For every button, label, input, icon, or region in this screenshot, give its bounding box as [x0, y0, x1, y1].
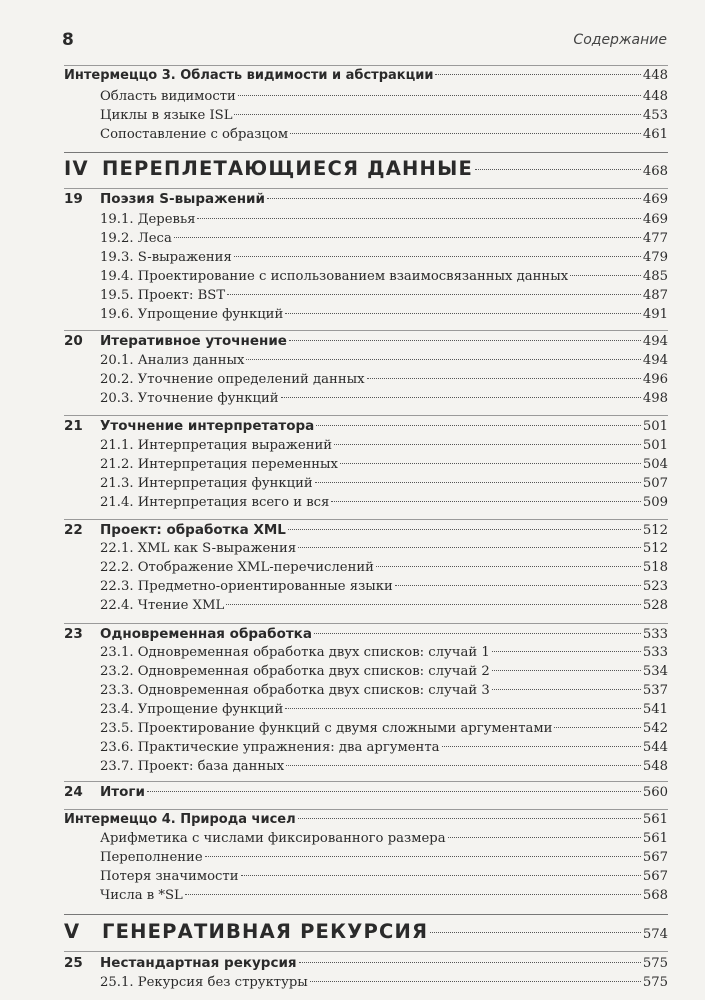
section-rule [64, 65, 668, 66]
toc-entry[interactable] [100, 888, 668, 907]
dot-leader [475, 169, 641, 170]
entry-title: 22.2. Отображение XML-перечислений [100, 560, 374, 575]
entry-page: 469 [642, 212, 668, 227]
toc-chapter-19[interactable] [64, 191, 668, 211]
toc-entry[interactable] [100, 645, 668, 664]
entry-title: 23.4. Упрощение функций [100, 702, 284, 717]
toc-entry[interactable] [100, 740, 668, 759]
entry-page: 567 [642, 869, 668, 884]
part-rule [64, 914, 668, 915]
entry-title: 23.2. Одновременная обработка двух списков: случай 2 [100, 664, 490, 679]
entry-page: 544 [642, 740, 668, 755]
entry-page: 512 [642, 523, 668, 538]
entry-page: 448 [642, 68, 668, 83]
dot-leader [340, 463, 641, 464]
toc-entry[interactable] [100, 975, 668, 994]
entry-title: Уточнение интерпретатора [100, 418, 315, 434]
dot-leader [442, 746, 641, 747]
entry-page: 461 [642, 127, 668, 142]
entry-title: 20.3. Уточнение функций [100, 391, 279, 406]
dot-leader [205, 856, 641, 857]
entry-page: 548 [642, 759, 668, 774]
toc-entry[interactable] [100, 353, 668, 372]
entry-page: 575 [642, 956, 668, 971]
entry-page: 501 [642, 438, 668, 453]
toc-entry[interactable] [100, 108, 668, 127]
chapter-rule [64, 415, 668, 416]
dot-leader [285, 313, 641, 314]
entry-title: Числа в *SL [100, 888, 183, 903]
toc-entry[interactable] [100, 560, 668, 579]
entry-title: ПЕРЕПЛЕТАЮЩИЕСЯ ДАННЫЕ [102, 157, 474, 180]
toc-chapter-23[interactable] [64, 626, 668, 646]
entry-page: 512 [642, 541, 668, 556]
dot-leader [435, 74, 640, 75]
toc-entry[interactable] [100, 664, 668, 683]
entry-page: 479 [642, 250, 668, 265]
entry-number: 20 [64, 333, 83, 349]
entry-number: V [64, 920, 81, 943]
toc-entry[interactable] [100, 457, 668, 476]
entry-title: 20.1. Анализ данных [100, 353, 245, 368]
entry-title: 23.1. Одновременная обработка двух списков: случай 1 [100, 645, 490, 660]
dot-leader [492, 689, 641, 690]
entry-page: 568 [642, 888, 668, 903]
entry-page: 509 [642, 495, 668, 510]
running-title: Содержание [573, 32, 667, 48]
toc-entry[interactable] [100, 831, 668, 850]
part-rule [64, 152, 668, 153]
chapter-rule [64, 519, 668, 520]
page-header [62, 30, 667, 52]
toc-entry[interactable] [100, 495, 668, 514]
entry-title: Интермеццо 3. Область видимости и абстракции [64, 68, 434, 83]
toc-entry[interactable] [100, 231, 668, 250]
entry-page: 534 [642, 664, 668, 679]
entry-number: 22 [64, 522, 83, 538]
entry-page: 477 [642, 231, 668, 246]
toc-entry[interactable] [100, 759, 668, 778]
entry-title: 19.6. Упрощение функций [100, 307, 284, 322]
toc-entry[interactable] [100, 212, 668, 231]
dot-leader [147, 791, 641, 792]
toc-entry[interactable] [100, 269, 668, 288]
entry-number: 19 [64, 191, 83, 207]
dot-leader [285, 708, 641, 709]
dot-leader [310, 981, 641, 982]
dot-leader [492, 670, 641, 671]
toc-intermezzo-4[interactable] [64, 812, 668, 832]
toc-entry[interactable] [100, 372, 668, 391]
entry-number: 21 [64, 418, 83, 434]
dot-leader [314, 633, 641, 634]
toc-entry[interactable] [100, 307, 668, 326]
entry-page: 518 [642, 560, 668, 575]
entry-page: 453 [642, 108, 668, 123]
toc-entry[interactable] [100, 702, 668, 721]
entry-page: 468 [642, 164, 668, 179]
entry-number: IV [64, 157, 89, 180]
entry-title: 21.1. Интерпретация выражений [100, 438, 333, 453]
dot-leader [241, 875, 641, 876]
entry-title: 21.2. Интерпретация переменных [100, 457, 338, 472]
entry-title: Поэзия S-выражений [100, 191, 265, 207]
entry-page: 541 [642, 702, 668, 717]
section-rule [64, 809, 668, 810]
entry-page: 560 [642, 785, 668, 800]
entry-page: 504 [642, 457, 668, 472]
toc-intermezzo-3[interactable] [64, 68, 668, 88]
toc-entry[interactable] [100, 850, 668, 869]
toc-entry[interactable] [100, 127, 668, 146]
dot-leader [315, 482, 641, 483]
entry-page: 498 [642, 391, 668, 406]
entry-title: Интермеццо 4. Природа чисел [64, 812, 296, 827]
toc-chapter-21[interactable] [64, 418, 668, 438]
entry-page: 485 [642, 269, 668, 284]
entry-title: ГЕНЕРАТИВНАЯ РЕКУРСИЯ [102, 920, 429, 943]
entry-title: 23.7. Проект: база данных [100, 759, 285, 774]
dot-leader [570, 275, 641, 276]
entry-title: 23.6. Практические упражнения: два аргумента [100, 740, 440, 755]
toc-entry[interactable] [100, 250, 668, 269]
entry-page: 561 [642, 831, 668, 846]
entry-title: 22.1. XML как S-выражения [100, 541, 297, 556]
dot-leader [238, 95, 641, 96]
toc-entry[interactable] [100, 598, 668, 617]
entry-page: 575 [642, 975, 668, 990]
entry-title: Циклы в языке ISL [100, 108, 233, 123]
entry-page: 491 [642, 307, 668, 322]
dot-leader [376, 566, 641, 567]
entry-title: Потеря значимости [100, 869, 239, 884]
dot-leader [334, 444, 641, 445]
entry-title: 19.2. Леса [100, 231, 172, 246]
entry-page: 542 [642, 721, 668, 736]
dot-leader [395, 585, 641, 586]
entry-number: 24 [64, 784, 83, 800]
chapter-rule [64, 188, 668, 189]
dot-leader [448, 837, 641, 838]
dot-leader [234, 114, 640, 115]
entry-title: 21.3. Интерпретация функций [100, 476, 313, 491]
dot-leader [226, 604, 641, 605]
toc-chapter-24[interactable] [64, 784, 668, 804]
dot-leader [174, 237, 641, 238]
entry-title: 19.3. S-выражения [100, 250, 232, 265]
dot-leader [289, 340, 641, 341]
entry-number: 25 [64, 955, 83, 971]
entry-title: Нестандартная рекурсия [100, 955, 297, 971]
entry-title: 20.2. Уточнение определений данных [100, 372, 365, 387]
entry-title: 19.5. Проект: BST [100, 288, 226, 303]
entry-page: 496 [642, 372, 668, 387]
toc-chapter-20[interactable] [64, 333, 668, 353]
entry-page: 523 [642, 579, 668, 594]
dot-leader [299, 962, 641, 963]
toc-entry[interactable] [100, 476, 668, 495]
dot-leader [267, 198, 641, 199]
entry-title: Одновременная обработка [100, 626, 312, 642]
entry-page: 567 [642, 850, 668, 865]
toc-chapter-25[interactable] [64, 955, 668, 975]
toc-part-5[interactable] [64, 920, 668, 946]
entry-number: 23 [64, 626, 83, 642]
entry-title: Сопоставление с образцом [100, 127, 289, 142]
page-number: 8 [62, 30, 74, 50]
entry-title: 22.4. Чтение XML [100, 598, 225, 613]
toc-entry[interactable] [100, 683, 668, 702]
entry-title: 19.4. Проектирование с использованием взаимосвязанных данных [100, 269, 569, 284]
toc-chapter-22[interactable] [64, 522, 668, 542]
dot-leader [430, 932, 641, 933]
entry-page: 487 [642, 288, 668, 303]
dot-leader [286, 765, 641, 766]
entry-page: 469 [642, 192, 668, 207]
dot-leader [281, 397, 641, 398]
entry-title: 23.3. Одновременная обработка двух списков: случай 3 [100, 683, 490, 698]
entry-page: 494 [642, 353, 668, 368]
chapter-rule [64, 330, 668, 331]
toc-entry[interactable] [100, 541, 668, 560]
dot-leader [316, 425, 641, 426]
toc-entry[interactable] [100, 869, 668, 888]
dot-leader [288, 529, 641, 530]
dot-leader [234, 256, 641, 257]
toc-entry[interactable] [100, 721, 668, 740]
entry-title: 25.1. Рекурсия без структуры [100, 975, 308, 990]
chapter-rule [64, 623, 668, 624]
toc-entry[interactable] [100, 438, 668, 457]
entry-page: 507 [642, 476, 668, 491]
dot-leader [246, 359, 640, 360]
entry-title: 19.1. Деревья [100, 212, 196, 227]
dot-leader [367, 378, 641, 379]
dot-leader [492, 651, 641, 652]
dot-leader [554, 727, 640, 728]
dot-leader [227, 294, 641, 295]
entry-title: 23.5. Проектирование функций с двумя сложными аргументами [100, 721, 553, 736]
dot-leader [298, 818, 641, 819]
chapter-rule [64, 781, 668, 782]
entry-page: 533 [642, 627, 668, 642]
toc-entry[interactable] [100, 89, 668, 108]
entry-page: 533 [642, 645, 668, 660]
entry-title: Переполнение [100, 850, 203, 865]
dot-leader [185, 894, 641, 895]
entry-title: Арифметика с числами фиксированного размера [100, 831, 446, 846]
entry-page: 574 [642, 927, 668, 942]
entry-title: 22.3. Предметно-ориентированные языки [100, 579, 393, 594]
entry-title: Итеративное уточнение [100, 333, 287, 349]
entry-page: 528 [642, 598, 668, 613]
dot-leader [331, 501, 641, 502]
entry-page: 448 [642, 89, 668, 104]
entry-page: 537 [642, 683, 668, 698]
entry-title: 21.4. Интерпретация всего и вся [100, 495, 330, 510]
dot-leader [290, 133, 641, 134]
entry-page: 501 [642, 419, 668, 434]
entry-title: Итоги [100, 784, 145, 800]
toc-entry[interactable] [100, 391, 668, 410]
entry-title: Проект: обработка XML [100, 522, 286, 538]
entry-title: Область видимости [100, 89, 236, 104]
chapter-rule [64, 951, 668, 952]
dot-leader [298, 547, 641, 548]
toc-part-4[interactable] [64, 157, 668, 183]
toc-entry[interactable] [100, 579, 668, 598]
toc-entry[interactable] [100, 288, 668, 307]
entry-page: 494 [642, 334, 668, 349]
entry-page: 561 [642, 812, 668, 827]
dot-leader [197, 218, 640, 219]
